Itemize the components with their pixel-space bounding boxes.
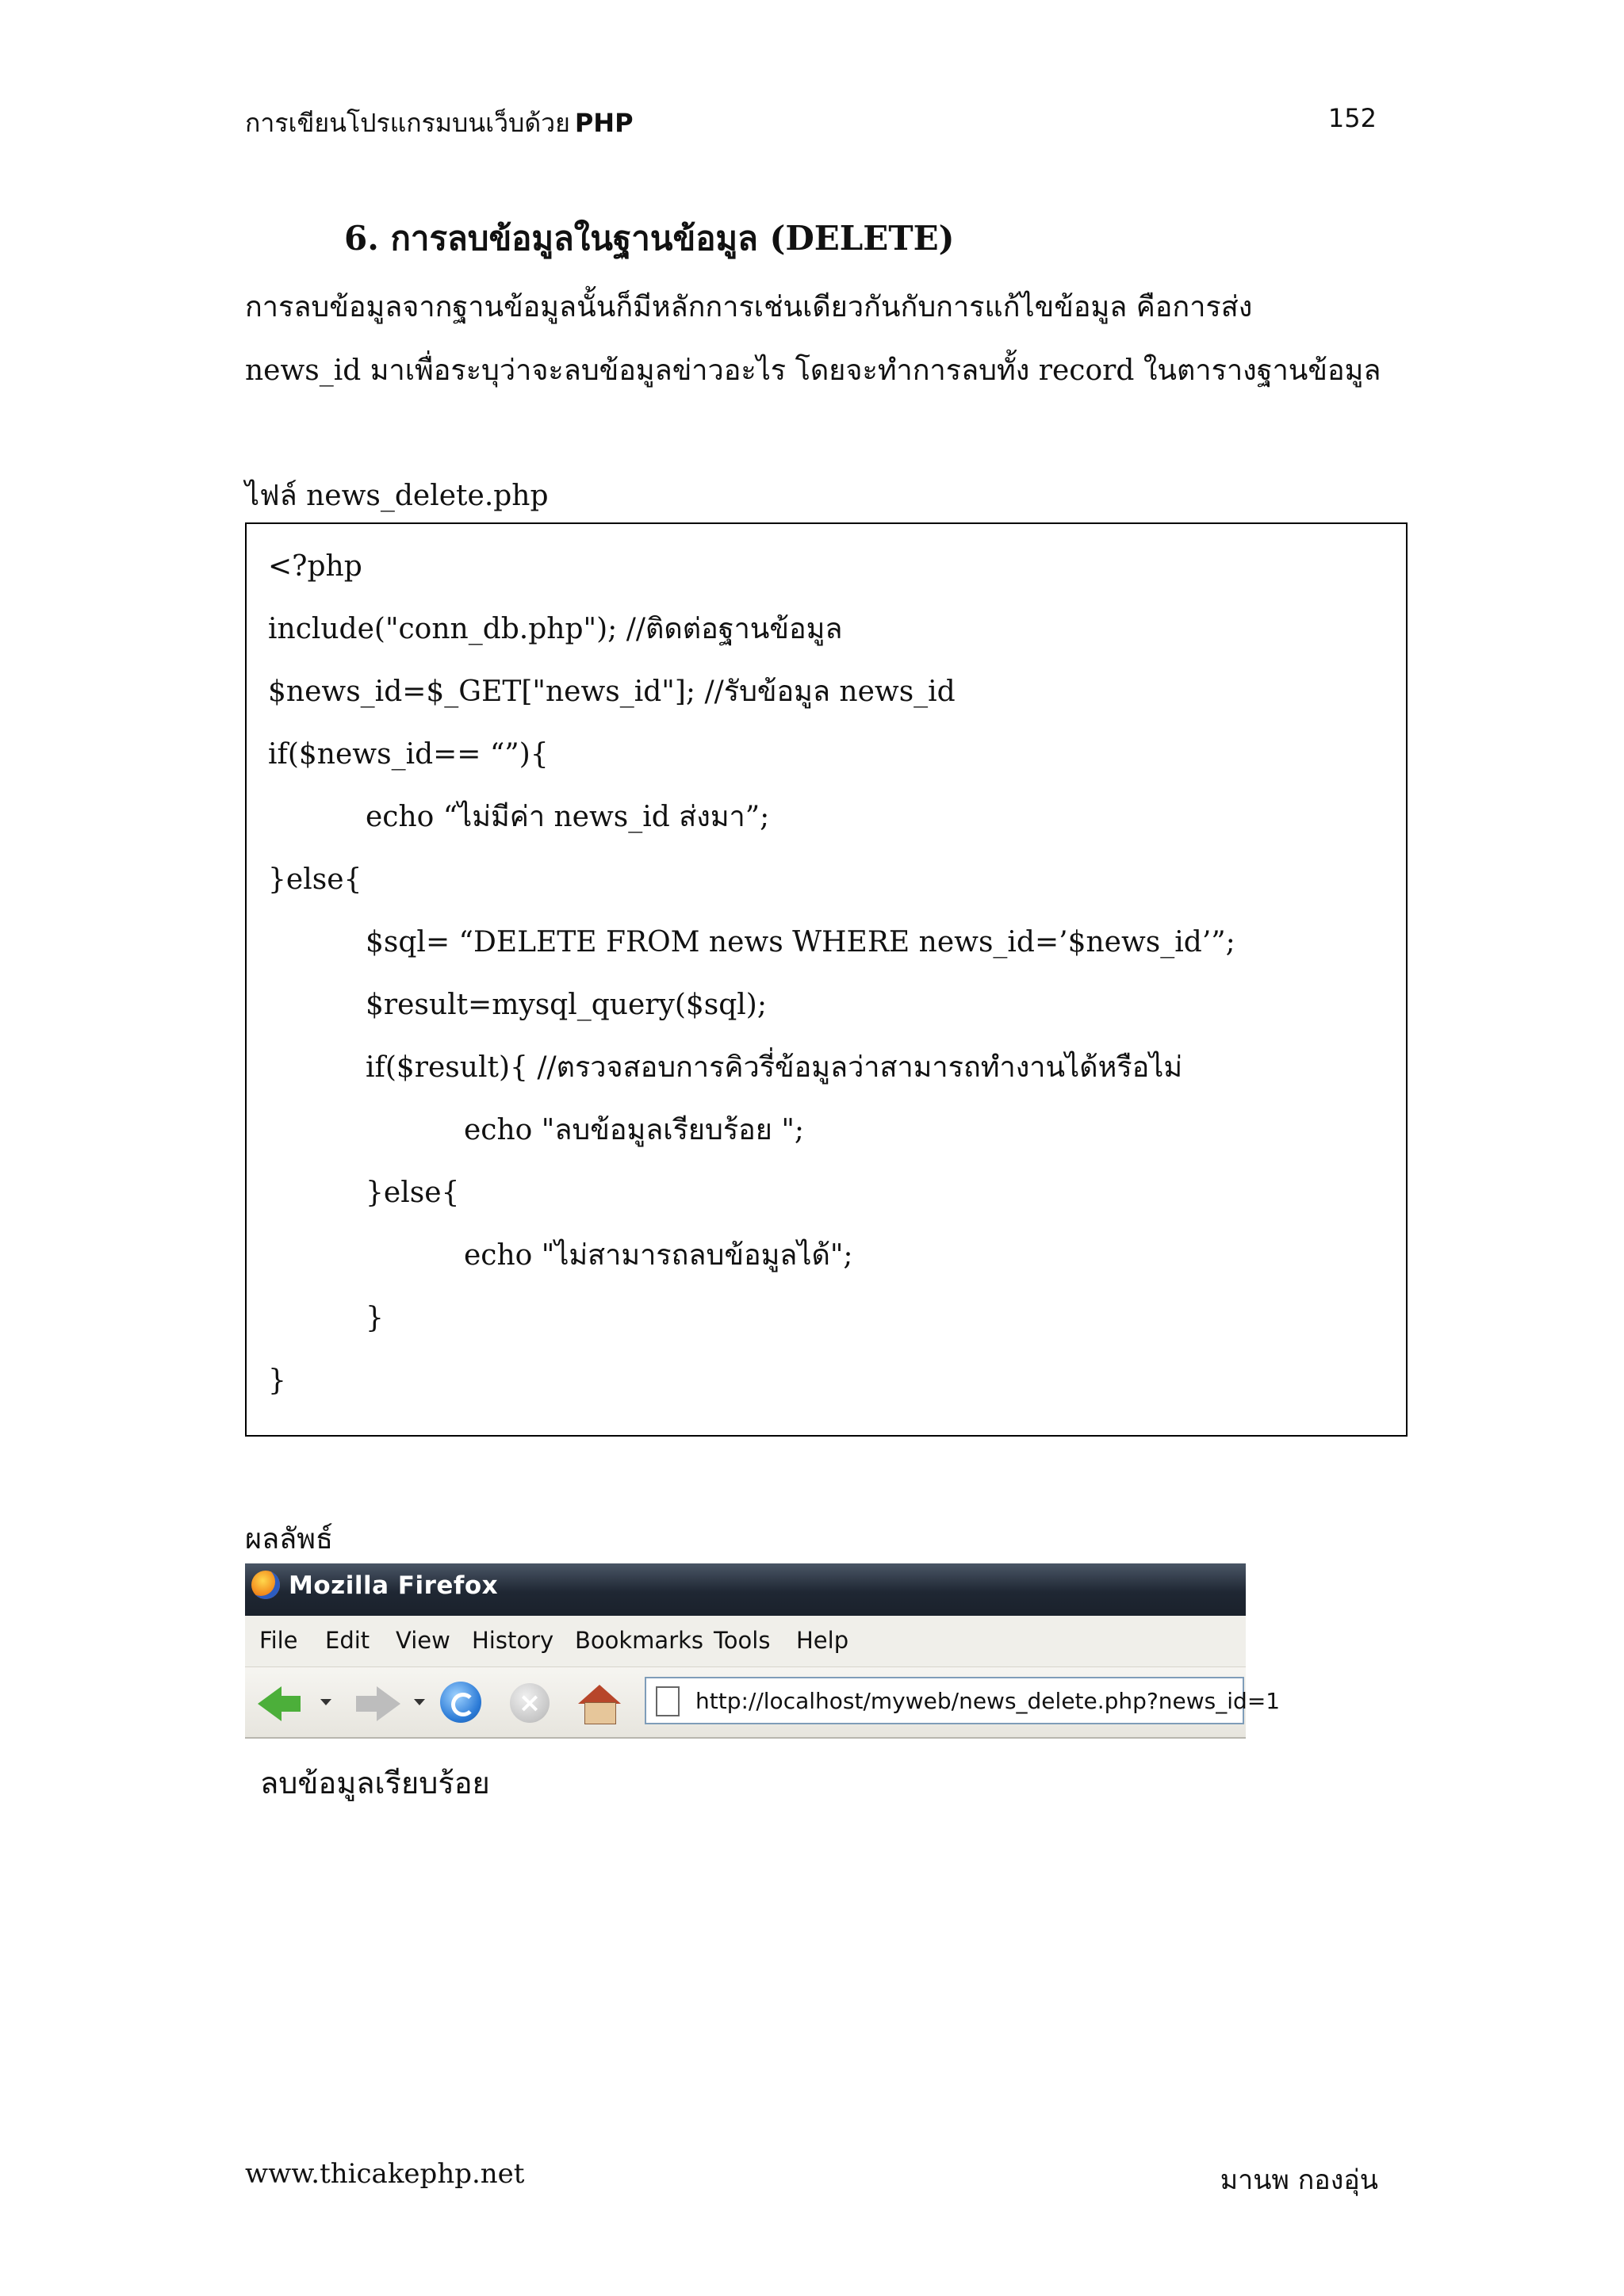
back-dropdown-icon[interactable] xyxy=(320,1699,331,1705)
code-line: $result=mysql_query($sql); xyxy=(366,989,767,1021)
forward-dropdown-icon[interactable] xyxy=(414,1699,425,1705)
menu-file[interactable]: File xyxy=(259,1627,298,1654)
reload-icon[interactable] xyxy=(440,1682,481,1723)
code-line: } xyxy=(366,1302,384,1334)
paragraph-line-1: การลบข้อมูลจากฐานข้อมูลนั้นก็มีหลักการเช่นเดียวกันกับการแก้ไขข้อมูล คือการส่ง xyxy=(245,291,1253,323)
code-line: $sql= “DELETE FROM news WHERE news_id=’$news_id’”; xyxy=(366,926,1235,959)
file-label: ไฟล์ news_delete.php xyxy=(245,480,549,512)
browser-titlebar xyxy=(245,1563,1246,1616)
header-title-bold: PHP xyxy=(574,108,634,138)
code-line: } xyxy=(268,1364,286,1397)
header-title: การเขียนโปรแกรมบนเว็บด้วย xyxy=(245,108,570,138)
footer-website: www.thicakephp.net xyxy=(245,2158,525,2190)
code-block xyxy=(245,522,1408,1437)
code-line: include("conn_db.php"); //ติดต่อฐานข้อมูล xyxy=(268,613,843,645)
url-text: http://localhost/myweb/news_delete.php?news_id=1 xyxy=(695,1688,1281,1714)
page-icon xyxy=(656,1686,680,1716)
menu-view[interactable]: View xyxy=(396,1627,450,1654)
home-icon[interactable] xyxy=(578,1685,621,1723)
code-line: echo "ลบข้อมูลเรียบร้อย "; xyxy=(464,1114,805,1146)
stop-icon[interactable]: × xyxy=(510,1683,550,1723)
footer-author: มานพ กองอุ่น xyxy=(1220,2164,1378,2196)
section-title: 6. การลบข้อมูลในฐานข้อมูล (DELETE) xyxy=(344,219,955,258)
code-line: if($result){ //ตรวจสอบการคิวรี่ข้อมูลว่าสามารถทำงานได้หรือไม่ xyxy=(366,1051,1183,1084)
menu-bookmarks[interactable]: Bookmarks xyxy=(575,1627,704,1654)
code-line: }else{ xyxy=(268,863,362,896)
page-number: 152 xyxy=(1327,103,1377,133)
firefox-logo-icon xyxy=(251,1571,280,1599)
menu-bar xyxy=(245,1616,1246,1667)
code-line: <?php xyxy=(268,550,362,583)
code-line: echo “ไม่มีค่า news_id ส่งมา”; xyxy=(366,801,770,833)
code-line: $news_id=$_GET["news_id"]; //รับข้อมูล news_id xyxy=(268,675,956,708)
address-bar[interactable] xyxy=(645,1677,1281,1724)
paragraph-line-2: news_id มาเพื่อระบุว่าจะลบข้อมูลข่าวอะไร โดยจะทำการลบทั้ง record ในตารางฐานข้อมูล xyxy=(245,354,1381,387)
back-icon[interactable] xyxy=(258,1686,282,1721)
running-header xyxy=(245,103,634,144)
code-line: if($news_id== “”){ xyxy=(268,738,549,771)
window-title: Mozilla Firefox xyxy=(289,1571,499,1600)
code-line: }else{ xyxy=(366,1177,460,1209)
menu-tools[interactable]: Tools xyxy=(714,1627,771,1654)
result-label: ผลลัพธ์ xyxy=(245,1523,333,1556)
code-line: echo "ไม่สามารถลบข้อมูลได้"; xyxy=(464,1239,853,1272)
browser-screenshot xyxy=(245,1563,1281,1738)
navigation-toolbar xyxy=(245,1667,1281,1739)
browser-page-content: ลบข้อมูลเรียบร้อย xyxy=(260,1766,490,1800)
menu-history[interactable]: History xyxy=(472,1627,554,1654)
menu-edit[interactable]: Edit xyxy=(325,1627,370,1654)
menu-help[interactable]: Help xyxy=(796,1627,849,1654)
forward-icon[interactable] xyxy=(377,1686,400,1721)
